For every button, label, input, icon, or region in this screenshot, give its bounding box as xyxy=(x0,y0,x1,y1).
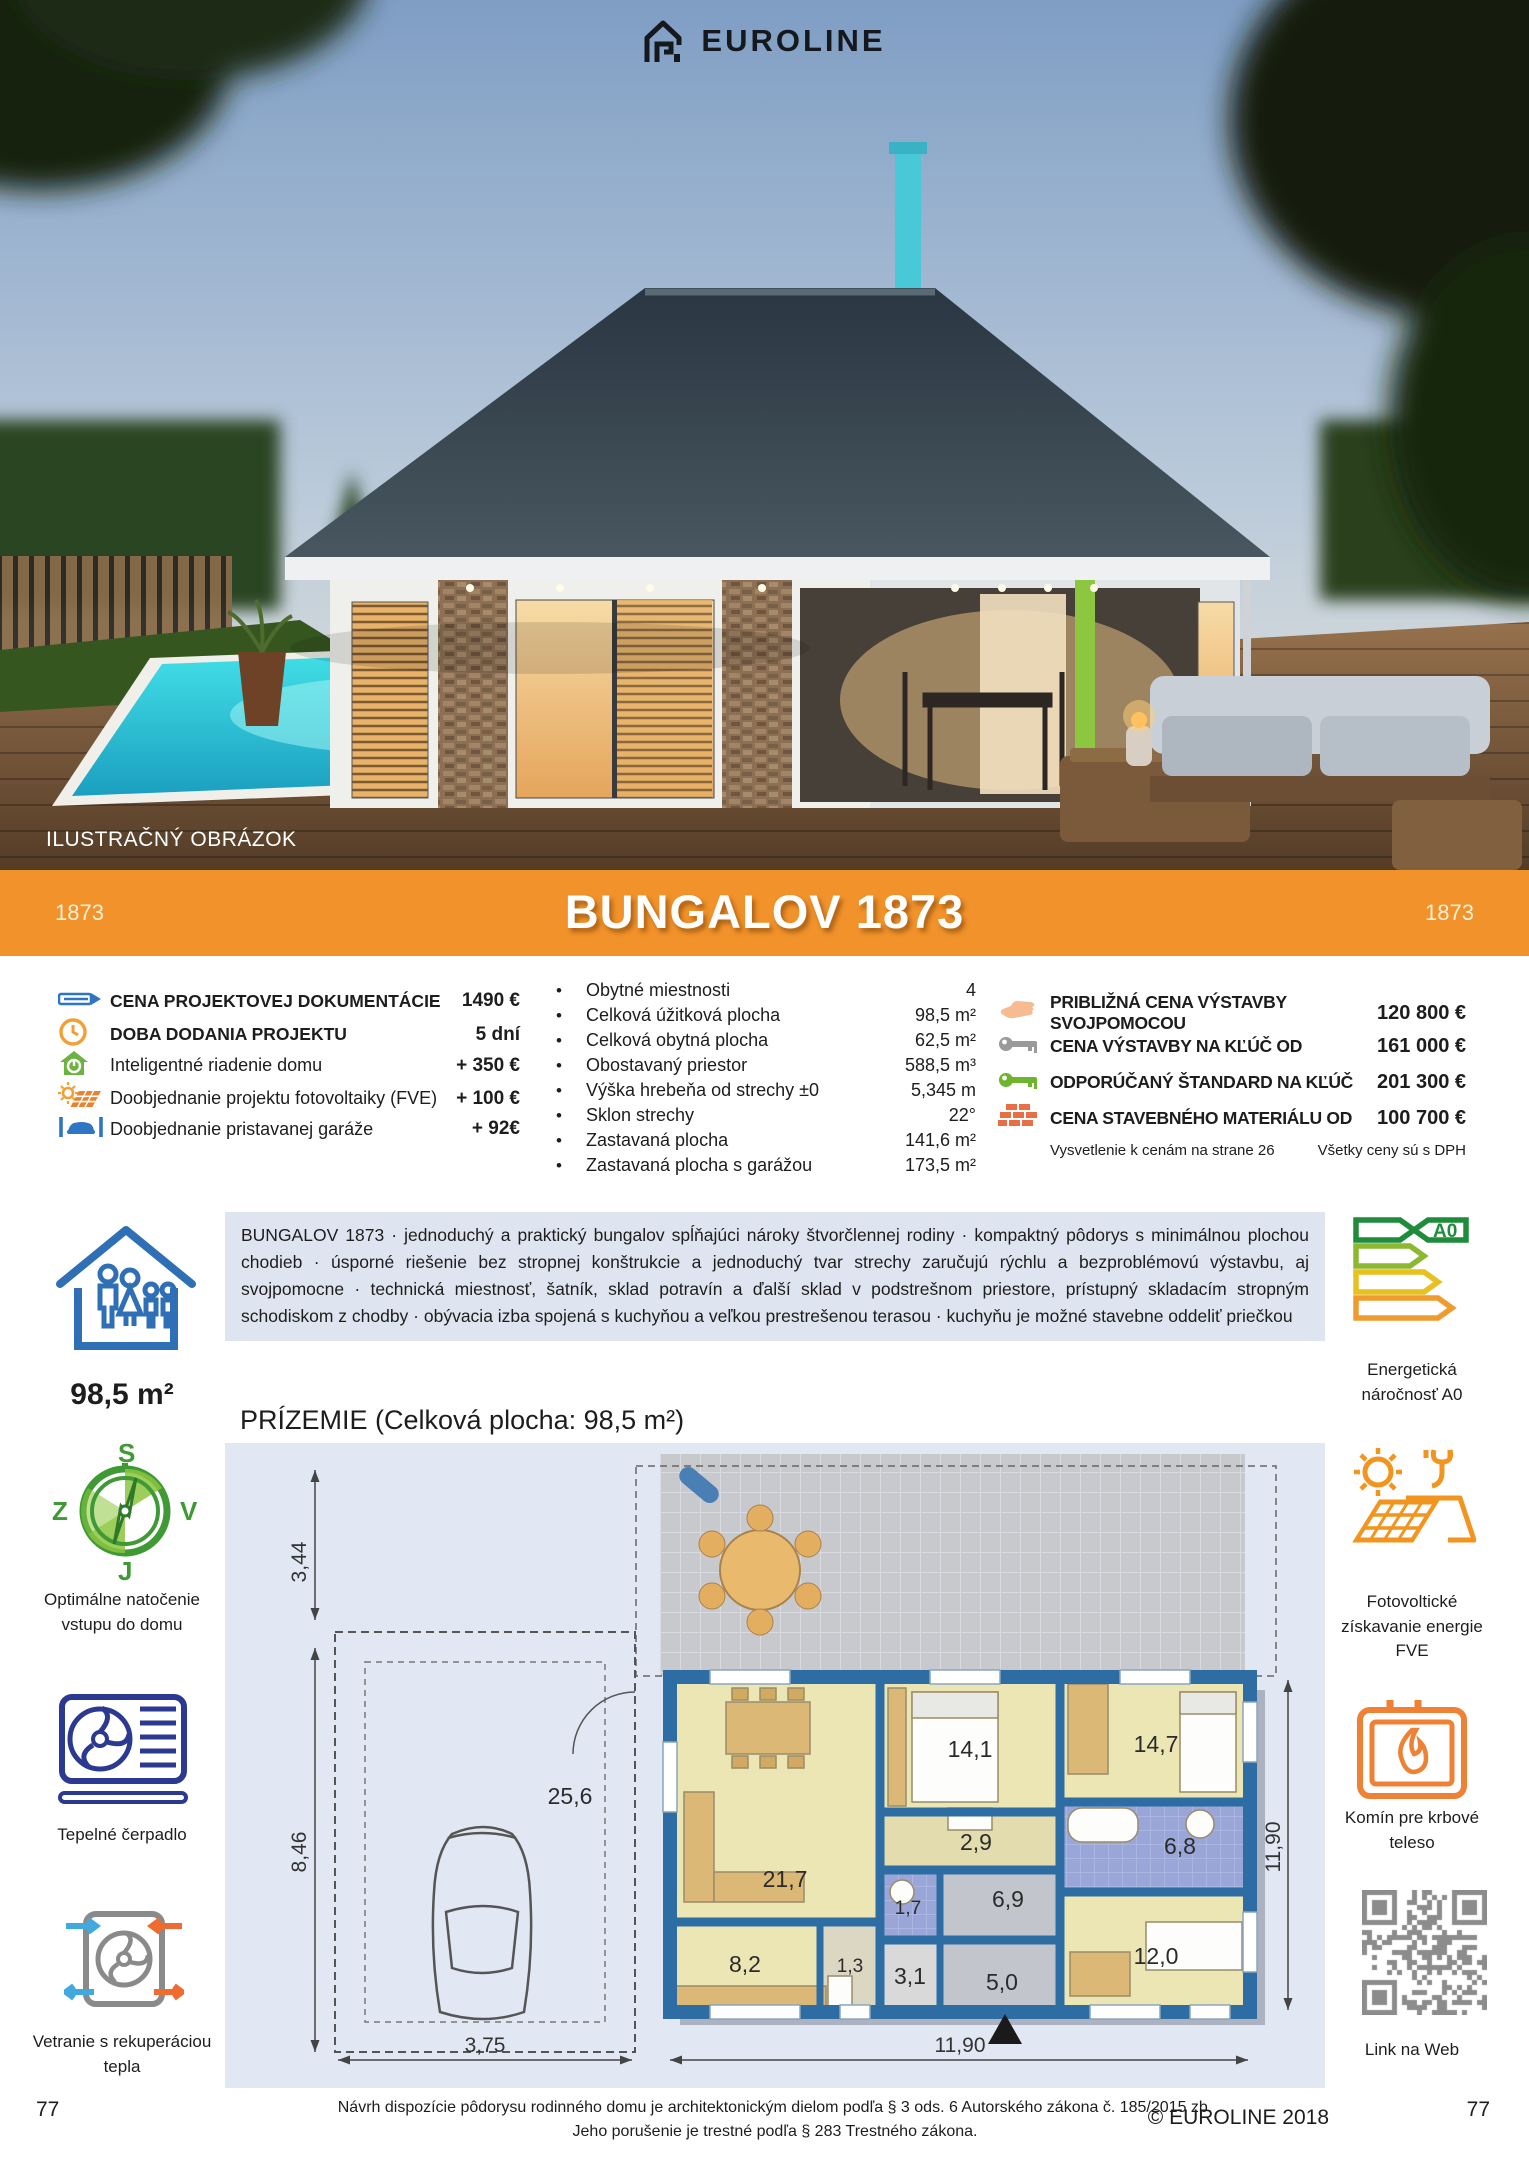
ventilation-caption: Vetranie s rekuperáciou tepla xyxy=(32,2032,212,2076)
fascia xyxy=(285,557,1270,580)
energy-class-label: A0 xyxy=(1433,1221,1458,1242)
usable-area-label: 98,5 m² xyxy=(70,1378,174,1411)
room-14-7: 14,7 xyxy=(1133,1731,1179,1757)
room-8-2: 8,2 xyxy=(729,1951,761,1977)
spec-row xyxy=(556,1053,976,1078)
stone-pillar xyxy=(438,580,508,808)
spec-row xyxy=(556,1078,976,1103)
spec-row xyxy=(556,1103,976,1128)
pricing-row xyxy=(58,1113,520,1145)
spec-label: Výška hrebeňa od strechy ±0 xyxy=(586,1080,820,1100)
house-photo-illustration xyxy=(0,0,1529,870)
pricing-value: + 92€ xyxy=(471,1118,520,1139)
pricing-row xyxy=(58,1049,520,1081)
spec-label: Obytné miestnosti xyxy=(586,980,731,1000)
euroline-house-icon xyxy=(643,20,689,62)
room-12-0: 12,0 xyxy=(1133,1943,1179,1969)
qr-code xyxy=(1362,1890,1487,2015)
pricing-label: CENA PROJEKTOVEJ DOKUMENTÁCIE xyxy=(110,990,441,1011)
copyright: © EUROLINE 2018 xyxy=(1147,2106,1329,2129)
spec-row xyxy=(556,1128,976,1153)
spec-value: 588,5 m³ xyxy=(904,1055,976,1075)
spec-row xyxy=(556,1028,976,1053)
pricing-value: + 350 € xyxy=(456,1054,520,1076)
photo-caption: ILUSTRAČNÝ OBRÁZOK xyxy=(46,828,297,851)
key-green-icon xyxy=(998,1069,1050,1096)
build-price-label: CENA VÝSTAVBY NA KĽÚČ OD xyxy=(1050,1035,1303,1056)
pricing-row xyxy=(58,985,520,1017)
build-price-row xyxy=(998,1100,1466,1136)
model-code-right: 1873 xyxy=(1425,900,1474,925)
dim-11-90-right: 11,90 xyxy=(1262,1821,1285,1873)
house-family-icon xyxy=(50,1212,202,1364)
fireplace-caption: Komín pre krbové teleso xyxy=(1344,1808,1480,1852)
spec-label: Sklon strechy xyxy=(586,1105,695,1125)
qr-caption: Link na Web xyxy=(1364,2040,1460,2059)
spec-value: 5,345 m xyxy=(910,1080,976,1100)
compass-west: Z xyxy=(52,1496,68,1526)
spec-label: Celková úžitková plocha xyxy=(586,1005,781,1025)
pricing-row xyxy=(58,1017,520,1049)
deck-shadow xyxy=(290,622,810,674)
pricing-row xyxy=(58,1081,520,1113)
garage xyxy=(335,1632,635,2052)
compass-east: V xyxy=(180,1496,198,1526)
brand-name: EUROLINE xyxy=(701,23,886,58)
room-5-0: 5,0 xyxy=(986,1969,1018,1995)
pricing-value: 1490 € xyxy=(461,990,520,1011)
house-photo xyxy=(0,0,1529,870)
build-price-value: 120 800 € xyxy=(1377,1001,1466,1024)
room-6-8: 6,8 xyxy=(1164,1833,1196,1859)
spec-row xyxy=(556,978,976,1003)
pv-caption: Fotovoltické získavanie energie FVE xyxy=(1341,1592,1483,1661)
bullet: • xyxy=(556,1080,562,1100)
smart-home-icon xyxy=(58,1049,110,1082)
bullet: • xyxy=(556,1155,562,1175)
pricing-label: Doobjednanie projektu fotovoltaiky (FVE) xyxy=(110,1088,438,1108)
room-1-3: 1,3 xyxy=(836,1956,864,1977)
price-note-left: Vysvetlenie k cenám na strane 26 xyxy=(1050,1142,1275,1159)
pricing-value: + 100 € xyxy=(456,1087,520,1109)
room-3-1: 3,1 xyxy=(894,1963,926,1989)
spec-label: Zastavaná plocha s garážou xyxy=(586,1155,813,1175)
build-price-list xyxy=(998,992,1466,1159)
price-note-right: Všetky ceny sú s DPH xyxy=(1317,1142,1466,1159)
brand-logo xyxy=(0,20,1529,62)
build-price-row xyxy=(998,1064,1466,1100)
build-price-label: CENA STAVEBNÉHO MATERIÁLU OD xyxy=(1050,1107,1353,1128)
house-description: BUNGALOV 1873 · jednoduchý a praktický bungalov spĺňajúci nároky štvorčlennej rodiny · kompaktný pôdorys s minimálnou plochou chodieb · úsporné riešenie bez stropnej konštrukcie a jednoduchý tvar strechy zaručujú rýchlu a bezproblémovú výstavbu, aj svojpomocne · technická miestnosť, šatník, sklad potravín a ďalší sklad v podstrešnom priestore, prístupný skladacím stropným schodiskom z chodby · obývacia izba spojená s kuchyňou a veľkou prestrešenou terasou · kuchyňu je možné stavebne oddeliť priečkou xyxy=(225,1212,1325,1341)
bullet: • xyxy=(556,1105,562,1125)
spec-list xyxy=(556,978,976,1178)
spec-label: Obostavaný priestor xyxy=(586,1055,748,1075)
build-price-value: 161 000 € xyxy=(1377,1034,1466,1057)
key-gray-icon xyxy=(998,1033,1050,1060)
spec-value: 98,5 m² xyxy=(914,1005,976,1025)
room-2-9: 2,9 xyxy=(960,1829,992,1855)
bricks-icon xyxy=(998,1103,1050,1134)
spec-value: 22° xyxy=(948,1105,976,1125)
build-price-label: PRIBLIŽNÁ CENA VÝSTAVBY SVOJPOMOCOU xyxy=(1050,992,1287,1033)
clock-icon xyxy=(58,1017,110,1052)
ventilation-icon xyxy=(64,1900,184,2018)
build-price-value: 201 300 € xyxy=(1377,1070,1466,1093)
model-code-left: 1873 xyxy=(55,900,104,925)
compass-caption: Optimálne natočenie vstupu do domu xyxy=(44,1590,200,1634)
room-25-6: 25,6 xyxy=(547,1783,593,1809)
spec-label: Zastavaná plocha xyxy=(586,1130,729,1150)
page-number-left: 77 xyxy=(36,2098,60,2121)
spec-label: Celková obytná plocha xyxy=(586,1030,769,1050)
photovoltaic-fve-icon xyxy=(1348,1446,1476,1558)
project-pricing-list xyxy=(58,985,520,1145)
price-notes xyxy=(998,1142,1466,1159)
bullet: • xyxy=(556,1005,562,1025)
hand-icon xyxy=(998,996,1050,1031)
spec-row xyxy=(556,1003,976,1028)
spec-value: 62,5 m² xyxy=(914,1030,976,1050)
room-6-9: 6,9 xyxy=(992,1886,1024,1912)
pricing-value: 5 dní xyxy=(475,1023,520,1045)
bullet: • xyxy=(556,1030,562,1050)
floorplan-title: PRÍZEMIE (Celková plocha: 98,5 m²) xyxy=(240,1405,685,1435)
fireplace-icon xyxy=(1356,1698,1468,1800)
heat-pump-caption: Tepelné čerpadlo xyxy=(57,1825,187,1844)
spec-value: 173,5 m² xyxy=(904,1155,976,1175)
chimney-cap xyxy=(889,142,927,154)
legal-line-2: Jeho porušenie je trestné podľa § 283 Trestného zákona. xyxy=(572,2123,978,2140)
bullet: • xyxy=(556,1130,562,1150)
dim-8-46: 8,46 xyxy=(288,1831,311,1873)
bullet: • xyxy=(556,1055,562,1075)
heat-pump-icon xyxy=(58,1693,188,1813)
spec-row xyxy=(556,1153,976,1178)
energy-caption: Energetická náročnosť A0 xyxy=(1361,1360,1463,1404)
page-title: BUNGALOV 1873 xyxy=(564,885,965,938)
page-number-right: 77 xyxy=(1466,2098,1490,2121)
compass-icon xyxy=(52,1438,198,1584)
stone-pillar-2 xyxy=(722,580,792,808)
compass-south: J xyxy=(118,1556,133,1584)
chimney xyxy=(895,150,921,298)
energy-label-icon xyxy=(1352,1216,1472,1328)
car xyxy=(433,1827,531,2019)
bullet: • xyxy=(556,980,562,1000)
build-price-row xyxy=(998,992,1466,1033)
room-14-1: 14,1 xyxy=(947,1736,993,1762)
dim-3-44: 3,44 xyxy=(288,1541,311,1583)
pencil-icon xyxy=(58,989,110,1014)
spec-value: 4 xyxy=(965,980,976,1000)
build-price-value: 100 700 € xyxy=(1377,1106,1466,1129)
legal-line-1: Návrh dispozície pôdorysu rodinného domu je architektonickým dielom podľa § 3 ods. 6 Autorského zákona č. 185/2015 zb. xyxy=(337,2099,1213,2116)
spec-value: 141,6 m² xyxy=(904,1130,976,1150)
title-banner xyxy=(0,870,1529,956)
pricing-label: DOBA DODANIA PROJEKTU xyxy=(110,1024,347,1044)
compass-north: S xyxy=(118,1438,136,1468)
garage-car-icon xyxy=(58,1114,110,1145)
room-1-7: 1,7 xyxy=(894,1898,922,1919)
pricing-label: Doobjednanie pristavanej garáže xyxy=(110,1118,374,1139)
pricing-label: Inteligentné riadenie domu xyxy=(110,1055,323,1075)
dim-11-90-bottom: 11,90 xyxy=(934,2034,986,2057)
floorplan-drawing xyxy=(240,1452,1310,2077)
build-price-label: ODPORÚČANÝ ŠTANDARD NA KĽÚČ xyxy=(1050,1071,1354,1092)
room-21-7: 21,7 xyxy=(762,1866,808,1892)
photovoltaic-icon xyxy=(58,1081,110,1116)
dim-3-75: 3,75 xyxy=(464,2034,506,2057)
